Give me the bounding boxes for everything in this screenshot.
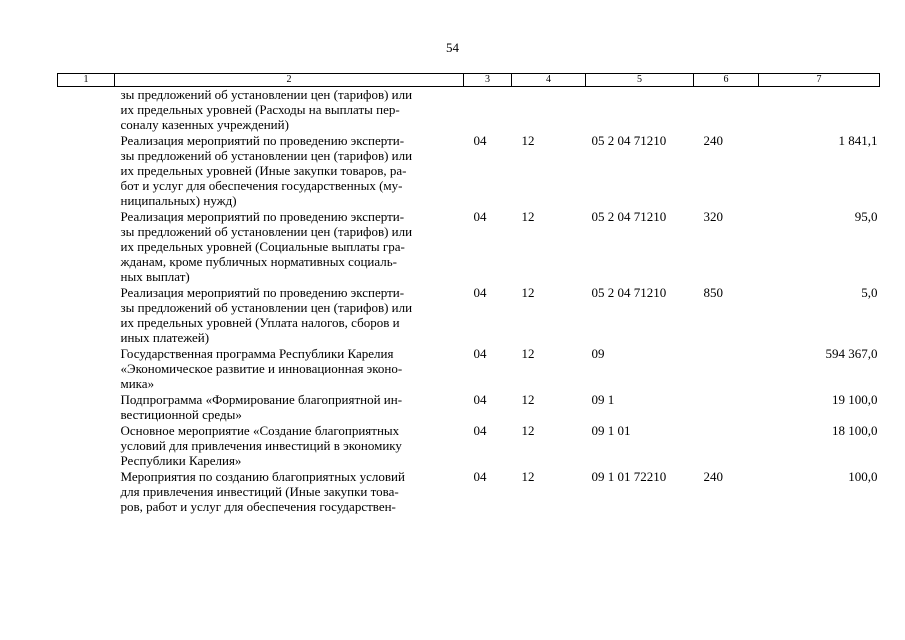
- item-name-line: вестиционной среды»: [120, 407, 242, 422]
- item-name-line: зы предложений об установлении цен (тарифов) или: [120, 87, 413, 102]
- item-name-line: Мероприятия по созданию благоприятных условий: [120, 469, 405, 484]
- item-name-cell: [115, 392, 464, 423]
- section-code-cell: 04: [473, 346, 487, 361]
- table-row: [58, 423, 880, 469]
- row-number-cell: [58, 392, 115, 423]
- budget-table: [57, 73, 880, 515]
- target-code-cell: [586, 87, 694, 134]
- item-name-line: иных платежей): [120, 330, 210, 345]
- table-row: [58, 285, 880, 346]
- amount-cell: 19 100,0: [832, 392, 878, 407]
- column-header: 1: [58, 74, 115, 87]
- expense-type-cell: [694, 87, 759, 134]
- item-name-line: Реализация мероприятий по проведению эксперти-: [120, 209, 405, 224]
- item-name-cell: [115, 133, 464, 209]
- subsection-code-cell: 12: [521, 423, 535, 438]
- target-code-cell: 05 2 04 71210: [591, 209, 667, 224]
- row-number-cell: [58, 285, 115, 346]
- item-name-cell: [115, 469, 464, 515]
- item-name-line: их предельных уровней (Уплата налогов, сборов и: [120, 315, 400, 330]
- expense-type-cell: 850: [703, 285, 723, 300]
- section-code-cell: 04: [473, 392, 487, 407]
- item-name-cell: [115, 87, 464, 134]
- item-name-line: ниципальных) нужд): [120, 193, 237, 208]
- table-body: [58, 87, 880, 516]
- subsection-code-cell: 12: [521, 133, 535, 148]
- expense-type-cell: [694, 423, 759, 469]
- item-name-line: их предельных уровней (Социальные выплаты гра-: [120, 239, 405, 254]
- column-header: 3: [464, 74, 512, 87]
- item-name-line: Государственная программа Республики Карелия: [120, 346, 394, 361]
- item-name-line: ров, работ и услуг для обеспечения государствен-: [120, 499, 396, 514]
- item-name-cell: [115, 423, 464, 469]
- item-name-line: их предельных уровней (Иные закупки товаров, ра-: [120, 163, 407, 178]
- subsection-code-cell: 12: [521, 346, 535, 361]
- item-name-cell: [115, 209, 464, 285]
- subsection-code-cell: 12: [521, 469, 535, 484]
- item-name-line: жданам, кроме публичных нормативных социаль-: [120, 254, 397, 269]
- item-name-line: для привлечения инвестиций (Иные закупки това-: [120, 484, 399, 499]
- item-name-line: Реализация мероприятий по проведению эксперти-: [120, 285, 405, 300]
- expense-type-cell: [694, 392, 759, 423]
- section-code-cell: 04: [473, 133, 487, 148]
- row-number-cell: [58, 469, 115, 515]
- column-header: 4: [512, 74, 586, 87]
- target-code-cell: 09 1 01 72210: [591, 469, 667, 484]
- column-header: 7: [759, 74, 880, 87]
- subsection-code-cell: 12: [521, 392, 535, 407]
- expense-type-cell: 240: [703, 469, 723, 484]
- item-name-line: Реализация мероприятий по проведению эксперти-: [120, 133, 405, 148]
- item-name-line: бот и услуг для обеспечения государственных (му-: [120, 178, 403, 193]
- section-code-cell: 04: [473, 423, 487, 438]
- item-name-line: их предельных уровней (Расходы на выплаты пер-: [120, 102, 400, 117]
- item-name-line: мика»: [120, 376, 155, 391]
- section-code-cell: 04: [473, 209, 487, 224]
- amount-cell: [759, 87, 880, 134]
- section-code-cell: 04: [473, 285, 487, 300]
- subsection-code-cell: [512, 87, 586, 134]
- expense-type-cell: 240: [703, 133, 723, 148]
- row-number-cell: [58, 133, 115, 209]
- item-name-line: Республики Карелия»: [120, 453, 242, 468]
- column-header: 6: [694, 74, 759, 87]
- item-name-cell: [115, 346, 464, 392]
- amount-cell: 100,0: [848, 469, 878, 484]
- target-code-cell: 05 2 04 71210: [591, 285, 667, 300]
- amount-cell: 594 367,0: [825, 346, 878, 361]
- row-number-cell: [58, 87, 115, 134]
- table-row: [58, 346, 880, 392]
- page-number: 54: [446, 40, 459, 55]
- item-name-line: условий для привлечения инвестиций в экономику: [120, 438, 402, 453]
- table-row: [58, 87, 880, 134]
- amount-cell: 95,0: [854, 209, 878, 224]
- table-header-row: [58, 74, 880, 87]
- column-header: 2: [115, 74, 464, 87]
- table-row: [58, 133, 880, 209]
- amount-cell: 5,0: [861, 285, 878, 300]
- amount-cell: 18 100,0: [832, 423, 878, 438]
- item-name-line: зы предложений об установлении цен (тарифов) или: [120, 224, 413, 239]
- row-number-cell: [58, 209, 115, 285]
- section-code-cell: 04: [473, 469, 487, 484]
- subsection-code-cell: 12: [521, 209, 535, 224]
- item-name-line: зы предложений об установлении цен (тарифов) или: [120, 148, 413, 163]
- row-number-cell: [58, 346, 115, 392]
- table-row: [58, 469, 880, 515]
- target-code-cell: 09 1: [591, 392, 615, 407]
- subsection-code-cell: 12: [521, 285, 535, 300]
- column-header: 5: [586, 74, 694, 87]
- item-name-line: ных выплат): [120, 269, 190, 284]
- table-row: [58, 392, 880, 423]
- target-code-cell: 05 2 04 71210: [591, 133, 667, 148]
- target-code-cell: 09 1 01: [591, 423, 631, 438]
- item-name-line: зы предложений об установлении цен (тарифов) или: [120, 300, 413, 315]
- item-name-line: «Экономическое развитие и инновационная эконо-: [120, 361, 403, 376]
- section-code-cell: [464, 87, 512, 134]
- item-name-line: соналу казенных учреждений): [120, 117, 289, 132]
- expense-type-cell: 320: [703, 209, 723, 224]
- item-name-line: Основное мероприятие «Создание благоприятных: [120, 423, 400, 438]
- target-code-cell: 09: [591, 346, 605, 361]
- item-name-line: Подпрограмма «Формирование благоприятной ин-: [120, 392, 403, 407]
- amount-cell: 1 841,1: [838, 133, 878, 148]
- table-row: [58, 209, 880, 285]
- item-name-cell: [115, 285, 464, 346]
- row-number-cell: [58, 423, 115, 469]
- expense-type-cell: [694, 346, 759, 392]
